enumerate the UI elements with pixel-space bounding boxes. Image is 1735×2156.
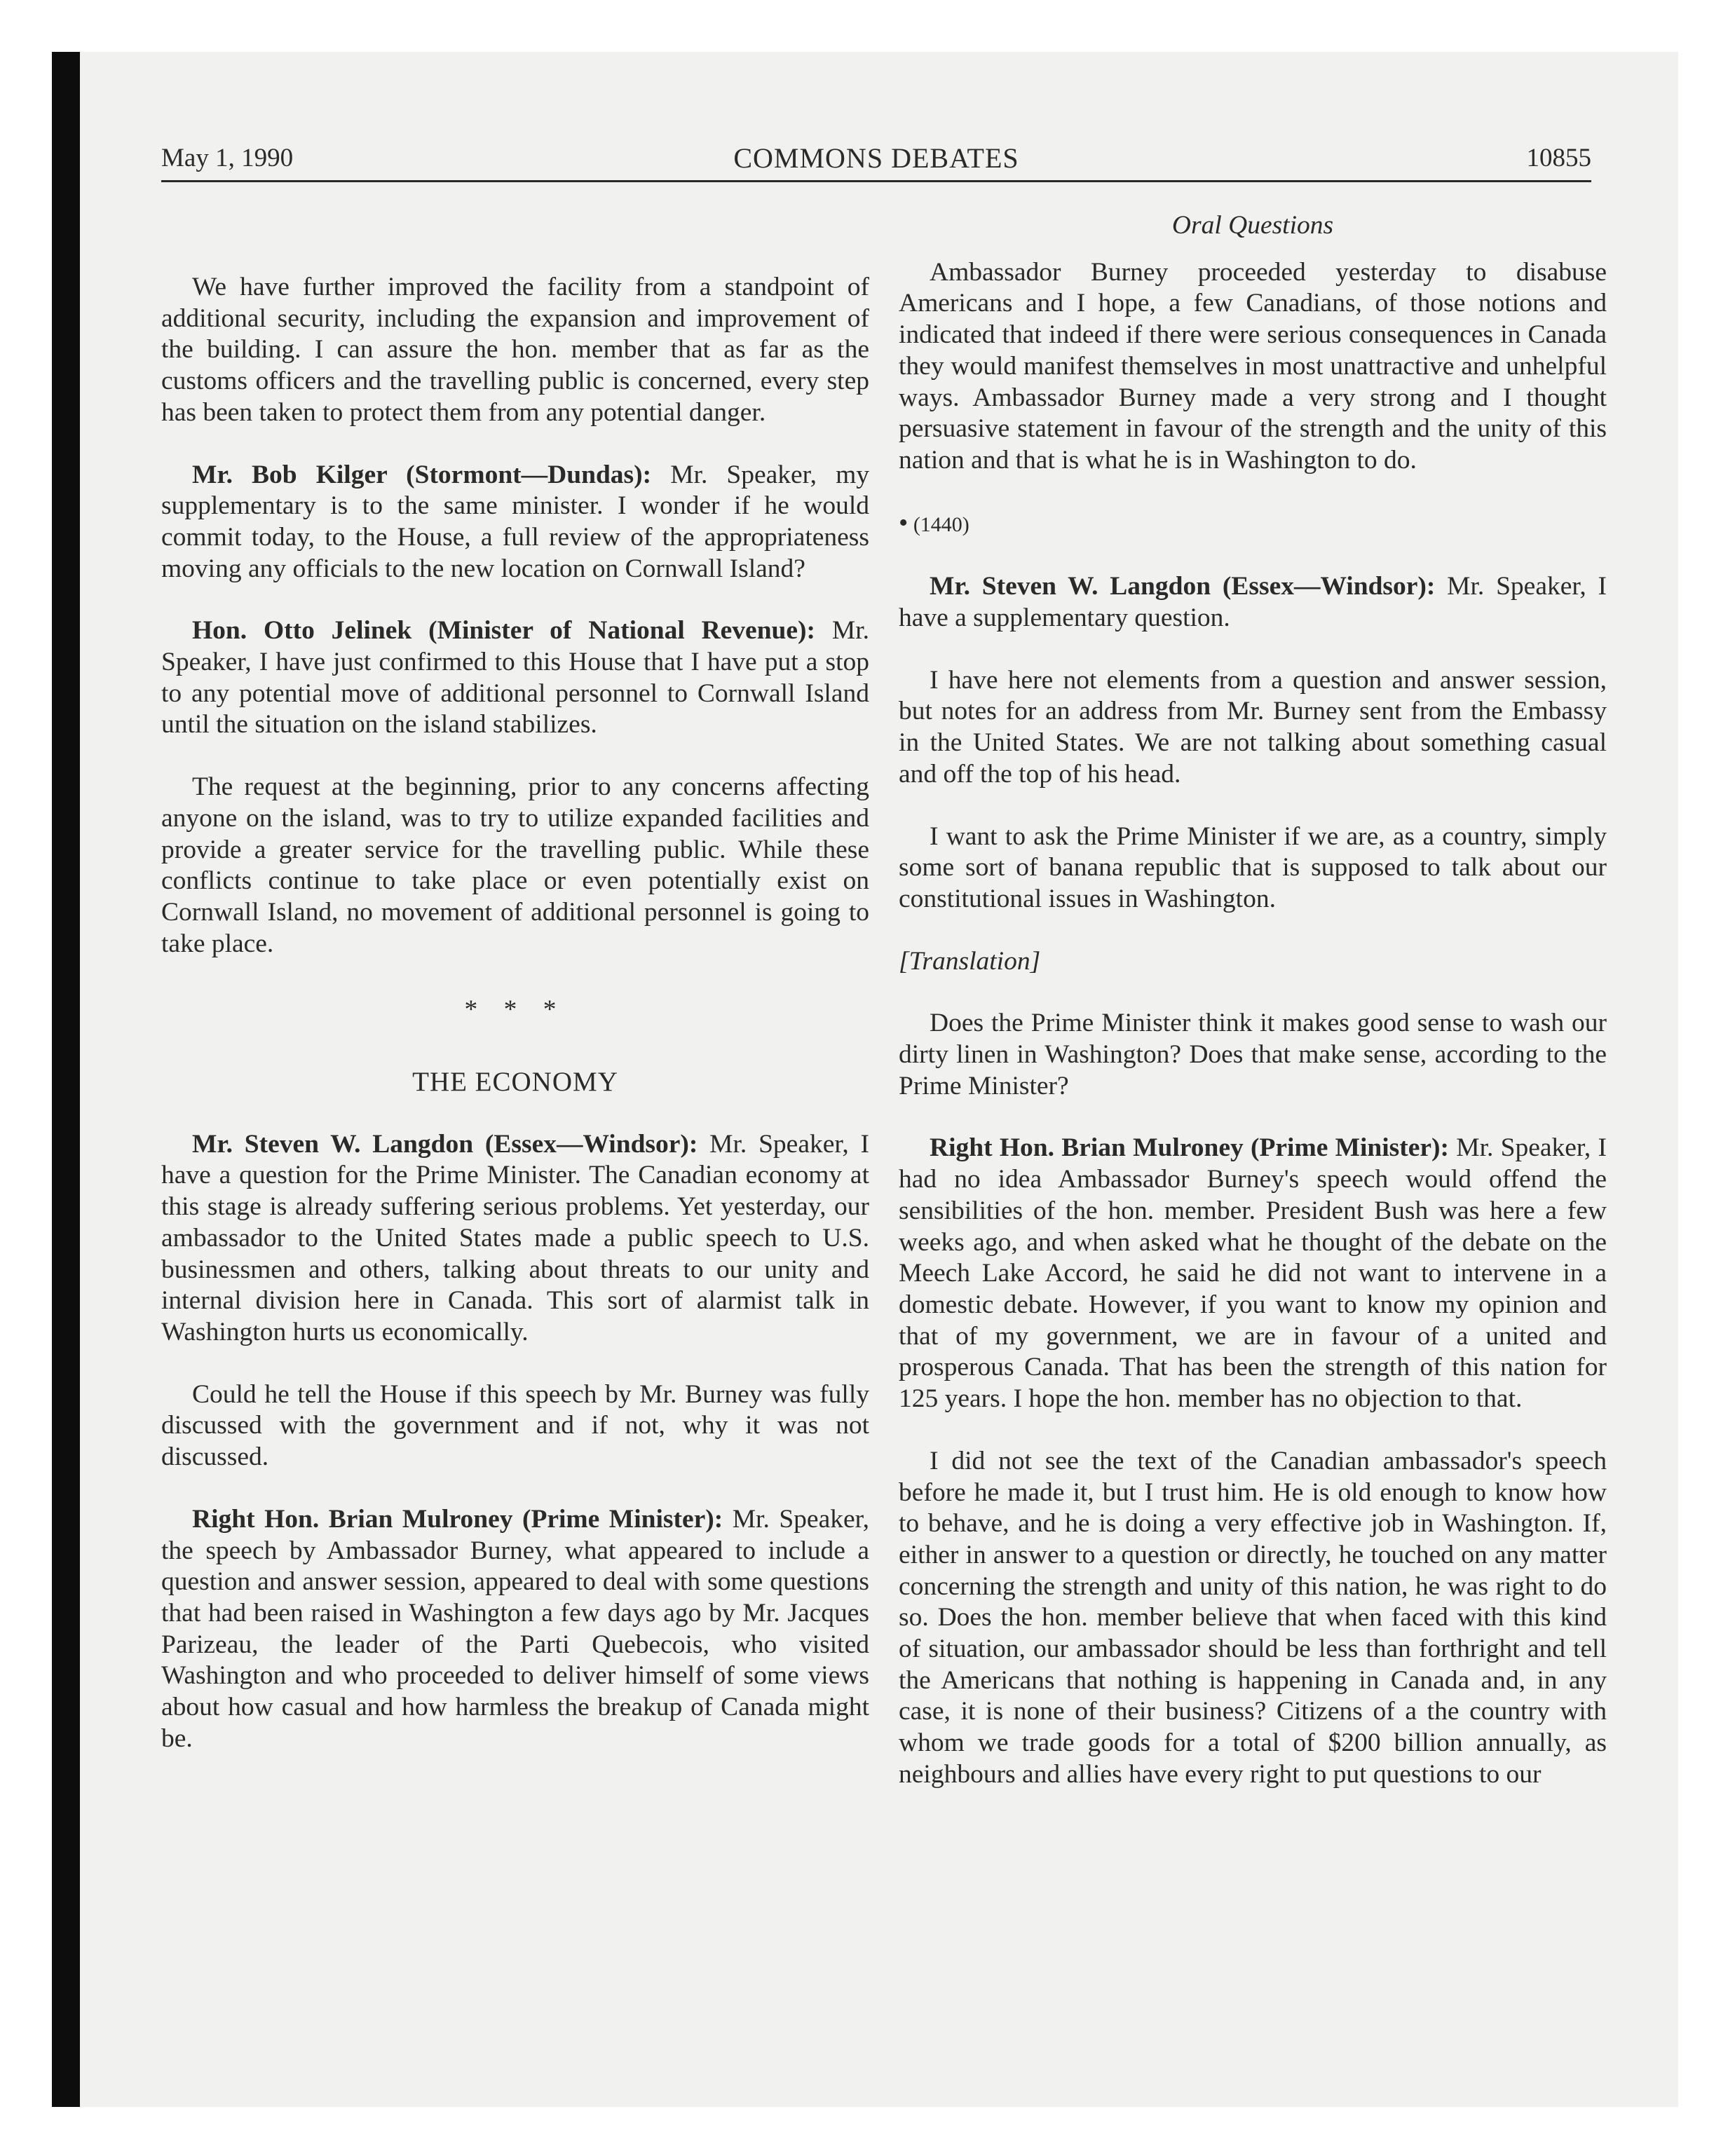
scan-binding-edge [52,52,80,2107]
translation-label: Translation [909,946,1030,976]
paragraph [899,571,1607,634]
paragraph [161,1129,869,1349]
speech-text: Mr. Speaker, the speech by Ambassador Burney, what appeared to include a question and answer session, appeared to deal with some questions that had been raised in Washington a few days ago by Mr. Jacques Parizeau, the leader of the Parti Quebecois, who visited Washington and who proceeded to deliver himself of some views about how casual and how harmless the breakup of Canada might be. [161,1504,869,1753]
header-rule [161,180,1591,182]
header-page-number: 10855 [1526,144,1591,172]
translation-marker [899,946,1607,978]
paragraph: I did not see the text of the Canadian ambassador's speech before he made it, but I trust him. He is old enough to know how to behave, and he is doing a very effective job in Washington. If, either in answer to a question or directly, he touched on any matter concerning the strength and unity of this nation, he was right to do so. Does the hon. member believe that when faced with this kind of situation, our ambassador should be less than forthright and tell the Americans that nothing is happening in Canada and, in any case, it is none of their business? Citizens of a the country with whom we trade goods for a total of $200 billion annually, as neighbours and allies have every right to put questions to our [899,1446,1607,1789]
section-separator: * * * [464,995,566,1025]
paragraph: I want to ask the Prime Minister if we are, as a country, simply some sort of banana republic that is supposed to talk about our constitutional issues in Washington. [899,821,1607,913]
paragraph: Could he tell the House if this speech by Mr. Burney was fully discussed with the government and if not, why it was not discussed. [161,1379,869,1472]
paragraph: Ambassador Burney proceeded yesterday to disabuse Americans and I hope, a few Canadians, of those notions and indicated that indeed if there were serious consequences in Canada they would manifest themselves in most unattractive and unhelpful ways. Ambassador Burney made a very strong and I thought persuasive statement in favour of the strength and the unity of this nation and that is what he is in Washington to do. [899,257,1607,475]
bracket-open: [ [899,946,909,976]
section-heading-economy: THE ECONOMY [412,1067,618,1098]
right-column [899,210,1607,1822]
paragraph [161,615,869,741]
speaker-name: Right Hon. Brian Mulroney (Prime Minister): [192,1504,723,1534]
timestamp [899,507,1607,541]
bullet-icon: • [899,507,909,538]
paragraph [161,460,869,585]
paragraph [899,1133,1607,1414]
speech-text: Mr. Speaker, I have just confirmed to this House that I have put a stop to any potential move of additional personnel to Cornwall Island until the situation on the island stabilizes. [161,616,869,739]
speaker-name: Hon. Otto Jelinek (Minister of National Revenue): [192,616,816,646]
speech-text: Mr. Speaker, my supplementary is to the same minister. I wonder if he would commit today, to the House, a full review of the appropriateness moving any officials to the new location on Cornwall Island? [161,460,869,583]
speaker-name: Mr. Bob Kilger (Stormont—Dundas): [192,460,652,489]
page-header [161,137,1591,179]
speech-text: Mr. Speaker, I have a supplementary question. [899,572,1607,633]
left-column-top-gap [161,210,869,272]
speech-text: Mr. Speaker, I have a question for the Prime Minister. The Canadian economy at this stage is already suffering serious problems. Yet yesterday, our ambassador to the United States made a public speech to U.S. businessmen and others, talking about threats to our unity and internal division here in Canada. This sort of alarmist talk in Washington hurts us economically. [161,1129,869,1346]
paragraph: The request at the beginning, prior to any concerns affecting anyone on the island, was to try to utilize expanded facilities and provide a greater service for the travelling public. While these conflicts continue to take place or even potentially exist on Cornwall Island, no movement of additional personnel is going to take place. [161,772,869,958]
paragraph: We have further improved the facility from a standpoint of additional security, including the expansion and improvement of the building. I can assure the hon. member that as far as the customs officers and the travelling public is concerned, every step has been taken to protect them from any potential danger. [161,273,869,427]
speaker-name: Right Hon. Brian Mulroney (Prime Minister): [930,1133,1450,1163]
timestamp-text: (1440) [913,512,969,536]
speaker-name: Mr. Steven W. Langdon (Essex—Windsor): [930,572,1436,601]
header-title: COMMONS DEBATES [733,142,1019,174]
section-heading-oral-questions: Oral Questions [1171,211,1334,240]
speech-text: Mr. Speaker, I had no idea Ambassador Burney's speech would offend the sensibilities of the hon. member. President Bush was here a few weeks ago, and when asked what he thought of the debate on the Meech Lake Accord, he said he did not want to intervene in a domestic debate. However, if you want to know my opinion and that of my government, we are in favour of a united and prosperous Canada. That has been the strength of this nation for 125 years. I hope the hon. member has no objection to that. [899,1133,1607,1414]
left-column [161,210,869,1785]
paragraph [161,1504,869,1755]
paragraph: Does the Prime Minister think it makes good sense to wash our dirty linen in Washington? Does that make sense, according to the Prime Minister? [899,1009,1607,1100]
speaker-name: Mr. Steven W. Langdon (Essex—Windsor): [192,1129,698,1159]
header-date: May 1, 1990 [161,144,294,172]
bracket-close: ] [1030,946,1041,976]
paragraph: I have here not elements from a question and answer session, but notes for an address from Mr. Burney sent from the Embassy in the United States. We are not talking about something casual and off the top of his head. [899,665,1607,789]
